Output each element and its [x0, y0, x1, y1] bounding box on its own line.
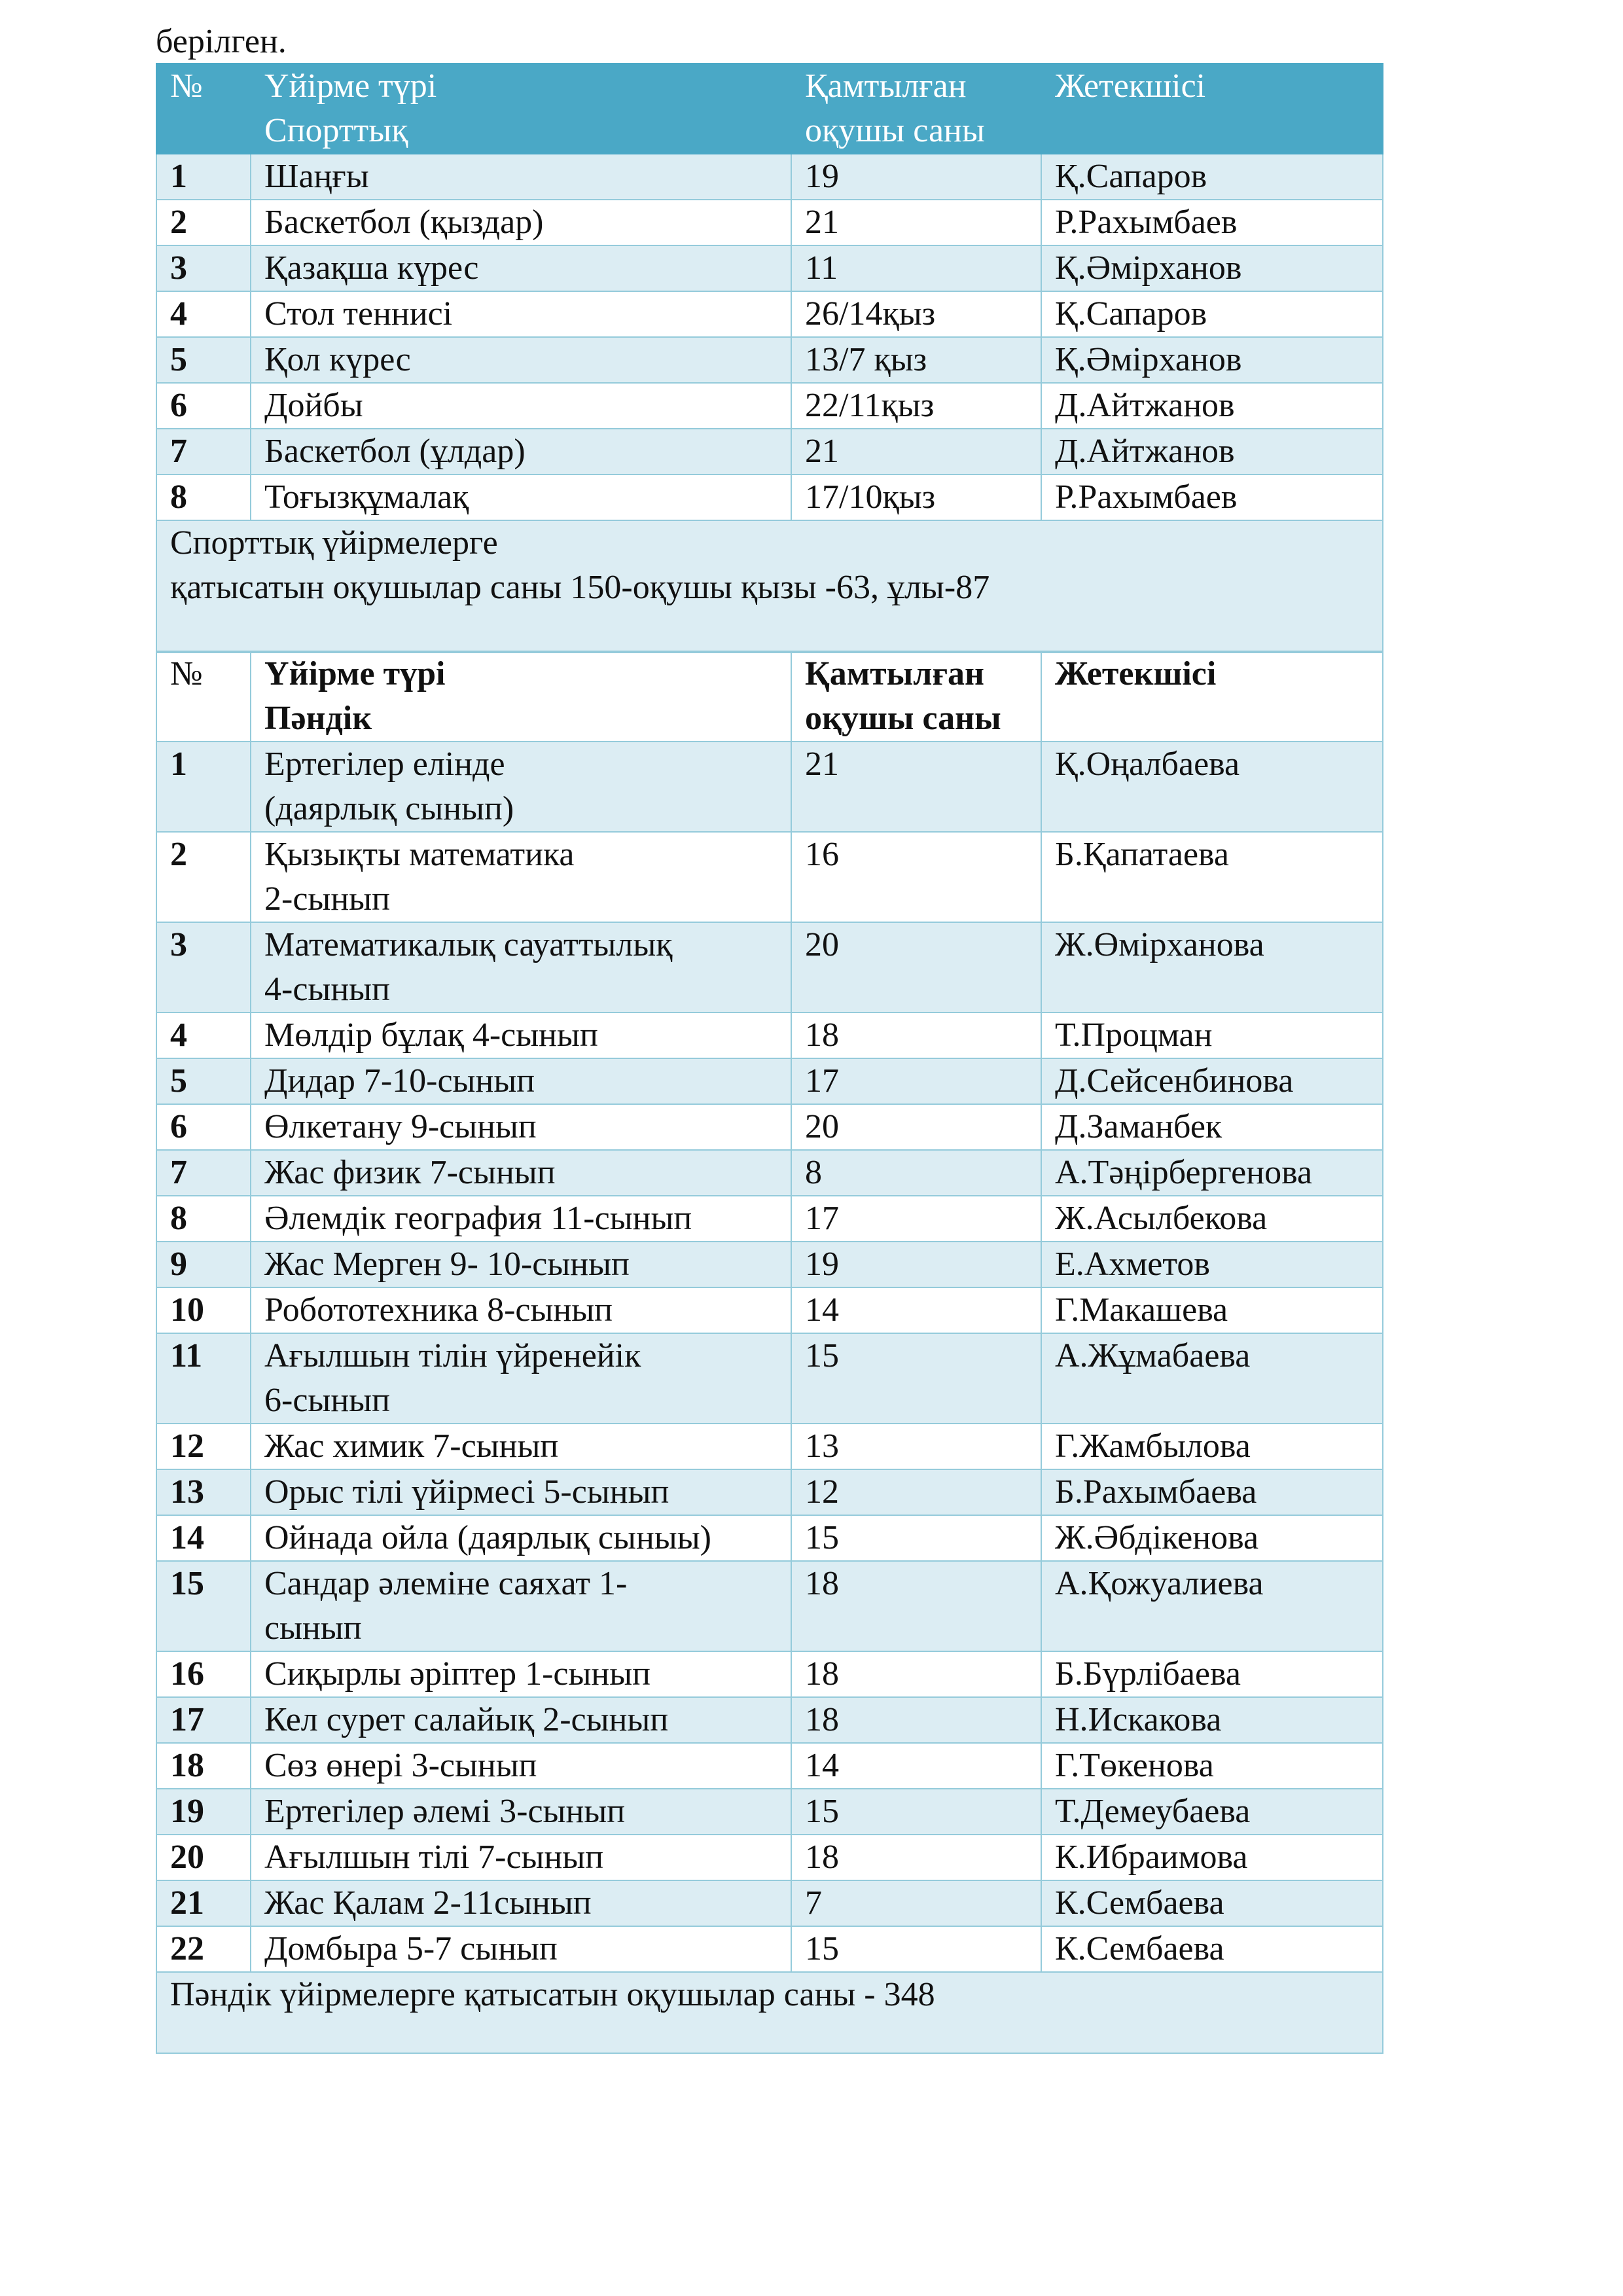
table-row	[156, 154, 1383, 200]
club-name: Ағылшын тілін үйренейік 6-сынып	[251, 1333, 791, 1424]
row-num: 22	[156, 1926, 251, 1972]
club-name: Ертегілер әлемі 3-сынып	[251, 1789, 791, 1835]
table-row	[156, 1743, 1383, 1789]
student-count: 14	[791, 1287, 1041, 1333]
club-leader: Г.Төкенова	[1041, 1743, 1383, 1789]
header-num: №	[156, 651, 251, 742]
summary-row	[156, 1972, 1383, 2053]
student-count: 7	[791, 1880, 1041, 1926]
table-row	[156, 1880, 1383, 1926]
row-num: 8	[156, 1196, 251, 1242]
club-leader: Д.Сейсенбинова	[1041, 1058, 1383, 1104]
header-num: №	[156, 63, 251, 154]
header-student-count: Қамтылған оқушы саны	[791, 63, 1041, 154]
club-leader: Б.Қапатаева	[1041, 832, 1383, 922]
club-leader: А.Тәңірбергенова	[1041, 1150, 1383, 1196]
club-name: Ертегілер елінде (даярлық сынып)	[251, 742, 791, 832]
table-row	[156, 475, 1383, 520]
row-num: 7	[156, 1150, 251, 1196]
row-num: 15	[156, 1561, 251, 1651]
table-header-row	[156, 651, 1383, 742]
student-count: 18	[791, 1835, 1041, 1880]
row-num: 21	[156, 1880, 251, 1926]
club-leader: Т.Процман	[1041, 1013, 1383, 1058]
table-row	[156, 1515, 1383, 1561]
row-num: 10	[156, 1287, 251, 1333]
table-row	[156, 245, 1383, 291]
table-row	[156, 1789, 1383, 1835]
club-leader: Д.Заманбек	[1041, 1104, 1383, 1150]
student-count: 18	[791, 1651, 1041, 1697]
club-leader: Д.Айтжанов	[1041, 429, 1383, 475]
club-leader: Р.Рахымбаев	[1041, 200, 1383, 245]
student-count: 17/10қыз	[791, 475, 1041, 520]
table-row	[156, 1150, 1383, 1196]
club-name: Робототехника 8-сынып	[251, 1287, 791, 1333]
student-count: 21	[791, 742, 1041, 832]
header-club-type: Үйірме түрі Спорттық	[251, 63, 791, 154]
student-count: 17	[791, 1058, 1041, 1104]
table-row	[156, 1926, 1383, 1972]
student-count: 15	[791, 1926, 1041, 1972]
club-leader: Ж.Әбдікенова	[1041, 1515, 1383, 1561]
club-name: Баскетбол (ұлдар)	[251, 429, 791, 475]
club-name: Өлкетану 9-сынып	[251, 1104, 791, 1150]
table-row	[156, 383, 1383, 429]
subject-clubs-table	[156, 651, 1383, 2054]
lead-text: берілген.	[156, 23, 287, 60]
student-count: 19	[791, 1242, 1041, 1287]
row-num: 3	[156, 245, 251, 291]
row-num: 19	[156, 1789, 251, 1835]
table-row	[156, 832, 1383, 922]
table-row	[156, 1196, 1383, 1242]
student-count: 13/7 қыз	[791, 337, 1041, 383]
table-row	[156, 742, 1383, 832]
row-num: 18	[156, 1743, 251, 1789]
club-name: Жас Қалам 2-11сынып	[251, 1880, 791, 1926]
student-count: 13	[791, 1424, 1041, 1469]
club-name: Қол күрес	[251, 337, 791, 383]
club-name: Сөз өнері 3-сынып	[251, 1743, 791, 1789]
club-name: Математикалық сауаттылық 4-сынып	[251, 922, 791, 1013]
club-name: Қазақша күрес	[251, 245, 791, 291]
table-row	[156, 1651, 1383, 1697]
student-count: 12	[791, 1469, 1041, 1515]
row-num: 11	[156, 1333, 251, 1424]
row-num: 2	[156, 200, 251, 245]
club-leader: К.Сембаева	[1041, 1926, 1383, 1972]
club-name: Мөлдір бұлақ 4-сынып	[251, 1013, 791, 1058]
club-name: Орыс тілі үйірмесі 5-сынып	[251, 1469, 791, 1515]
club-leader: Қ.Сапаров	[1041, 154, 1383, 200]
row-num: 7	[156, 429, 251, 475]
row-num: 14	[156, 1515, 251, 1561]
subject-summary-text: Пәндік үйірмелерге қатысатын оқушылар саны - 348	[156, 1972, 1383, 2053]
row-num: 3	[156, 922, 251, 1013]
table-row	[156, 1013, 1383, 1058]
club-name: Кел сурет салайық 2-сынып	[251, 1697, 791, 1743]
club-name: Қызықты математика 2-сынып	[251, 832, 791, 922]
student-count: 21	[791, 200, 1041, 245]
club-name: Жас химик 7-сынып	[251, 1424, 791, 1469]
club-leader: Т.Демеубаева	[1041, 1789, 1383, 1835]
club-name: Ағылшын тілі 7-сынып	[251, 1835, 791, 1880]
club-leader: Р.Рахымбаев	[1041, 475, 1383, 520]
header-leader: Жетекшісі	[1041, 63, 1383, 154]
row-num: 12	[156, 1424, 251, 1469]
header-club-type: Үйірме түрі Пәндік	[251, 651, 791, 742]
table-header-row	[156, 63, 1383, 154]
row-num: 16	[156, 1651, 251, 1697]
club-name: Жас физик 7-сынып	[251, 1150, 791, 1196]
club-name: Шаңғы	[251, 154, 791, 200]
row-num: 4	[156, 291, 251, 337]
row-num: 6	[156, 383, 251, 429]
student-count: 18	[791, 1697, 1041, 1743]
table-row	[156, 1561, 1383, 1651]
student-count: 20	[791, 1104, 1041, 1150]
club-leader: Б.Рахымбаева	[1041, 1469, 1383, 1515]
student-count: 8	[791, 1150, 1041, 1196]
header-leader: Жетекшісі	[1041, 651, 1383, 742]
row-num: 1	[156, 154, 251, 200]
sport-summary-text: Спорттық үйірмелерге қатысатын оқушылар саны 150-оқушы қызы -63, ұлы-87	[156, 520, 1383, 653]
club-leader: Б.Бүрлібаева	[1041, 1651, 1383, 1697]
club-leader: Ж.Асылбекова	[1041, 1196, 1383, 1242]
table-row	[156, 922, 1383, 1013]
student-count: 15	[791, 1515, 1041, 1561]
student-count: 18	[791, 1013, 1041, 1058]
row-num: 20	[156, 1835, 251, 1880]
club-name: Сандар әлеміне саяхат 1- сынып	[251, 1561, 791, 1651]
club-name: Сиқырлы әріптер 1-сынып	[251, 1651, 791, 1697]
row-num: 4	[156, 1013, 251, 1058]
club-leader: Г.Макашева	[1041, 1287, 1383, 1333]
student-count: 17	[791, 1196, 1041, 1242]
club-leader: Қ.Әмірханов	[1041, 245, 1383, 291]
student-count: 19	[791, 154, 1041, 200]
table-row	[156, 1469, 1383, 1515]
row-num: 8	[156, 475, 251, 520]
table-row	[156, 1424, 1383, 1469]
club-name: Баскетбол (қыздар)	[251, 200, 791, 245]
club-name: Домбыра 5-7 сынып	[251, 1926, 791, 1972]
header-student-count: Қамтылған оқушы саны	[791, 651, 1041, 742]
club-name: Тоғызқұмалақ	[251, 475, 791, 520]
row-num: 13	[156, 1469, 251, 1515]
club-leader: Г.Жамбылова	[1041, 1424, 1383, 1469]
student-count: 18	[791, 1561, 1041, 1651]
club-leader: А.Қожуалиева	[1041, 1561, 1383, 1651]
table-row	[156, 337, 1383, 383]
club-leader: А.Жұмабаева	[1041, 1333, 1383, 1424]
club-leader: Д.Айтжанов	[1041, 383, 1383, 429]
student-count: 26/14қыз	[791, 291, 1041, 337]
table-row	[156, 1104, 1383, 1150]
row-num: 5	[156, 337, 251, 383]
table-row	[156, 429, 1383, 475]
student-count: 15	[791, 1789, 1041, 1835]
sport-clubs-table	[156, 63, 1383, 653]
table-row	[156, 1835, 1383, 1880]
table-row	[156, 291, 1383, 337]
student-count: 21	[791, 429, 1041, 475]
student-count: 15	[791, 1333, 1041, 1424]
table-row	[156, 1242, 1383, 1287]
summary-row	[156, 520, 1383, 653]
row-num: 9	[156, 1242, 251, 1287]
club-name: Әлемдік география 11-сынып	[251, 1196, 791, 1242]
row-num: 5	[156, 1058, 251, 1104]
club-leader: Қ.Әмірханов	[1041, 337, 1383, 383]
club-leader: Ж.Өмірханова	[1041, 922, 1383, 1013]
club-name: Ойнада ойла (даярлық сыныы)	[251, 1515, 791, 1561]
row-num: 6	[156, 1104, 251, 1150]
table-row	[156, 1287, 1383, 1333]
student-count: 11	[791, 245, 1041, 291]
club-name: Дойбы	[251, 383, 791, 429]
club-leader: Е.Ахметов	[1041, 1242, 1383, 1287]
student-count: 20	[791, 922, 1041, 1013]
student-count: 16	[791, 832, 1041, 922]
club-leader: К.Сембаева	[1041, 1880, 1383, 1926]
table-row	[156, 1697, 1383, 1743]
club-name: Жас Мерген 9- 10-сынып	[251, 1242, 791, 1287]
club-leader: К.Ибраимова	[1041, 1835, 1383, 1880]
table-row	[156, 200, 1383, 245]
table-row	[156, 1058, 1383, 1104]
club-leader: Қ.Оңалбаева	[1041, 742, 1383, 832]
student-count: 14	[791, 1743, 1041, 1789]
row-num: 1	[156, 742, 251, 832]
club-leader: Қ.Сапаров	[1041, 291, 1383, 337]
club-leader: Н.Искакова	[1041, 1697, 1383, 1743]
table-row	[156, 1333, 1383, 1424]
club-name: Стол теннисі	[251, 291, 791, 337]
club-name: Дидар 7-10-сынып	[251, 1058, 791, 1104]
student-count: 22/11қыз	[791, 383, 1041, 429]
row-num: 17	[156, 1697, 251, 1743]
row-num: 2	[156, 832, 251, 922]
